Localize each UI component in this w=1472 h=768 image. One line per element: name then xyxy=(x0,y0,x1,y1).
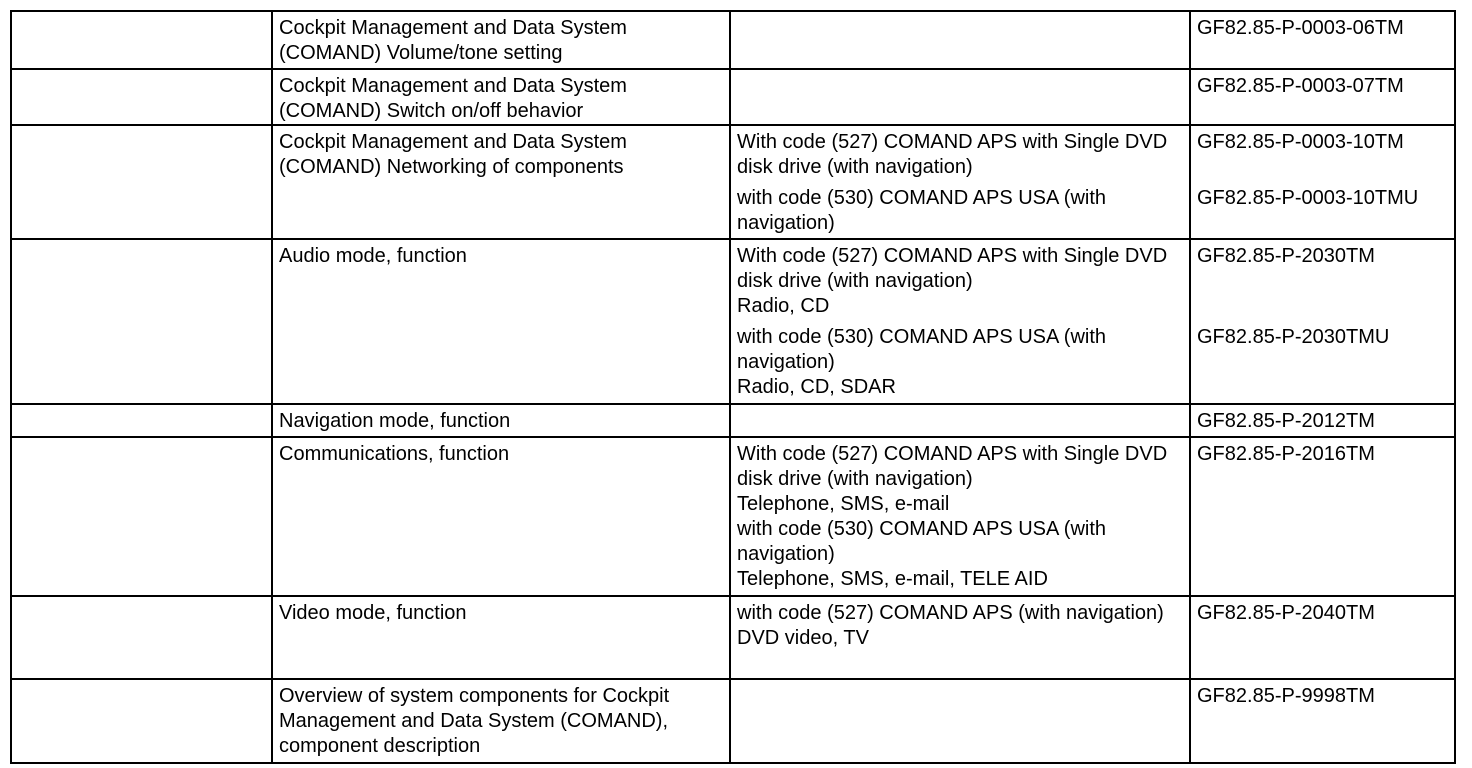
doc-id[interactable]: GF82.85-P-9998TM xyxy=(1197,685,1375,707)
doc-id[interactable]: GF82.85-P-0003-06TM xyxy=(1197,17,1404,39)
condition-cell xyxy=(730,596,1190,679)
empty-cell xyxy=(11,125,272,239)
doc-id-cell xyxy=(1190,125,1455,239)
row-title: Audio mode, function xyxy=(272,239,730,404)
detail-text: Radio, CD, SDAR xyxy=(737,376,896,398)
empty-cell xyxy=(11,437,272,596)
row-title: Cockpit Management and Data System (COMAND) Networking of components xyxy=(272,125,730,239)
condition-text: with code (530) COMAND APS USA (with navigation) xyxy=(737,187,1107,234)
doc-id-cell xyxy=(1190,404,1455,437)
empty-cell xyxy=(11,679,272,763)
table-row xyxy=(11,69,1455,125)
doc-id-cell xyxy=(1190,596,1455,679)
detail-text: Telephone, SMS, e-mail xyxy=(737,493,950,515)
detail-text: Telephone, SMS, e-mail, TELE AID xyxy=(737,568,1048,590)
condition-text: With code (527) COMAND APS with Single DVD disk drive (with navigation) xyxy=(737,443,1168,490)
condition-text: with code (527) COMAND APS (with navigation) xyxy=(737,602,1164,624)
condition-text: With code (527) COMAND APS with Single DVD disk drive (with navigation) xyxy=(737,131,1168,178)
doc-id-cell xyxy=(1190,679,1455,763)
document-table xyxy=(10,10,1456,764)
condition-cell xyxy=(730,11,1190,69)
row-title: Cockpit Management and Data System (COMAND) Volume/tone setting xyxy=(272,11,730,69)
condition-cell xyxy=(730,125,1190,239)
doc-id[interactable]: GF82.85-P-2016TM xyxy=(1197,443,1375,465)
condition-cell xyxy=(730,437,1190,596)
doc-id[interactable]: GF82.85-P-2030TMU xyxy=(1197,326,1390,348)
condition-cell xyxy=(730,404,1190,437)
doc-id[interactable]: GF82.85-P-2030TM xyxy=(1197,245,1375,267)
empty-cell xyxy=(11,404,272,437)
doc-id-cell xyxy=(1190,437,1455,596)
detail-text: Radio, CD xyxy=(737,295,830,317)
row-title: Overview of system components for Cockpit Management and Data System (COMAND), component description xyxy=(272,679,730,763)
table-row xyxy=(11,404,1455,437)
doc-id[interactable]: GF82.85-P-2012TM xyxy=(1197,410,1375,432)
doc-id-cell xyxy=(1190,239,1455,404)
doc-id[interactable]: GF82.85-P-0003-10TMU xyxy=(1197,187,1419,209)
row-title: Navigation mode, function xyxy=(272,404,730,437)
empty-cell xyxy=(11,596,272,679)
condition-cell xyxy=(730,679,1190,763)
doc-id-cell xyxy=(1190,69,1455,125)
empty-cell xyxy=(11,11,272,69)
doc-id-cell xyxy=(1190,11,1455,69)
table-row xyxy=(11,437,1455,596)
empty-cell xyxy=(11,239,272,404)
row-title: Communications, function xyxy=(272,437,730,596)
condition-cell xyxy=(730,239,1190,404)
detail-text: DVD video, TV xyxy=(737,627,869,649)
table-row xyxy=(11,11,1455,69)
table-row xyxy=(11,239,1455,404)
table-row xyxy=(11,679,1455,763)
condition-text: with code (530) COMAND APS USA (with navigation) xyxy=(737,326,1107,373)
doc-id[interactable]: GF82.85-P-0003-07TM xyxy=(1197,75,1404,97)
condition-cell xyxy=(730,69,1190,125)
table-row xyxy=(11,125,1455,239)
doc-id[interactable]: GF82.85-P-0003-10TM xyxy=(1197,131,1404,153)
row-title: Cockpit Management and Data System (COMAND) Switch on/off behavior xyxy=(272,69,730,125)
condition-text: With code (527) COMAND APS with Single DVD disk drive (with navigation) xyxy=(737,245,1168,292)
empty-cell xyxy=(11,69,272,125)
condition-text: with code (530) COMAND APS USA (with navigation) xyxy=(737,518,1107,565)
table-row xyxy=(11,596,1455,679)
row-title: Video mode, function xyxy=(272,596,730,679)
doc-id[interactable]: GF82.85-P-2040TM xyxy=(1197,602,1375,624)
